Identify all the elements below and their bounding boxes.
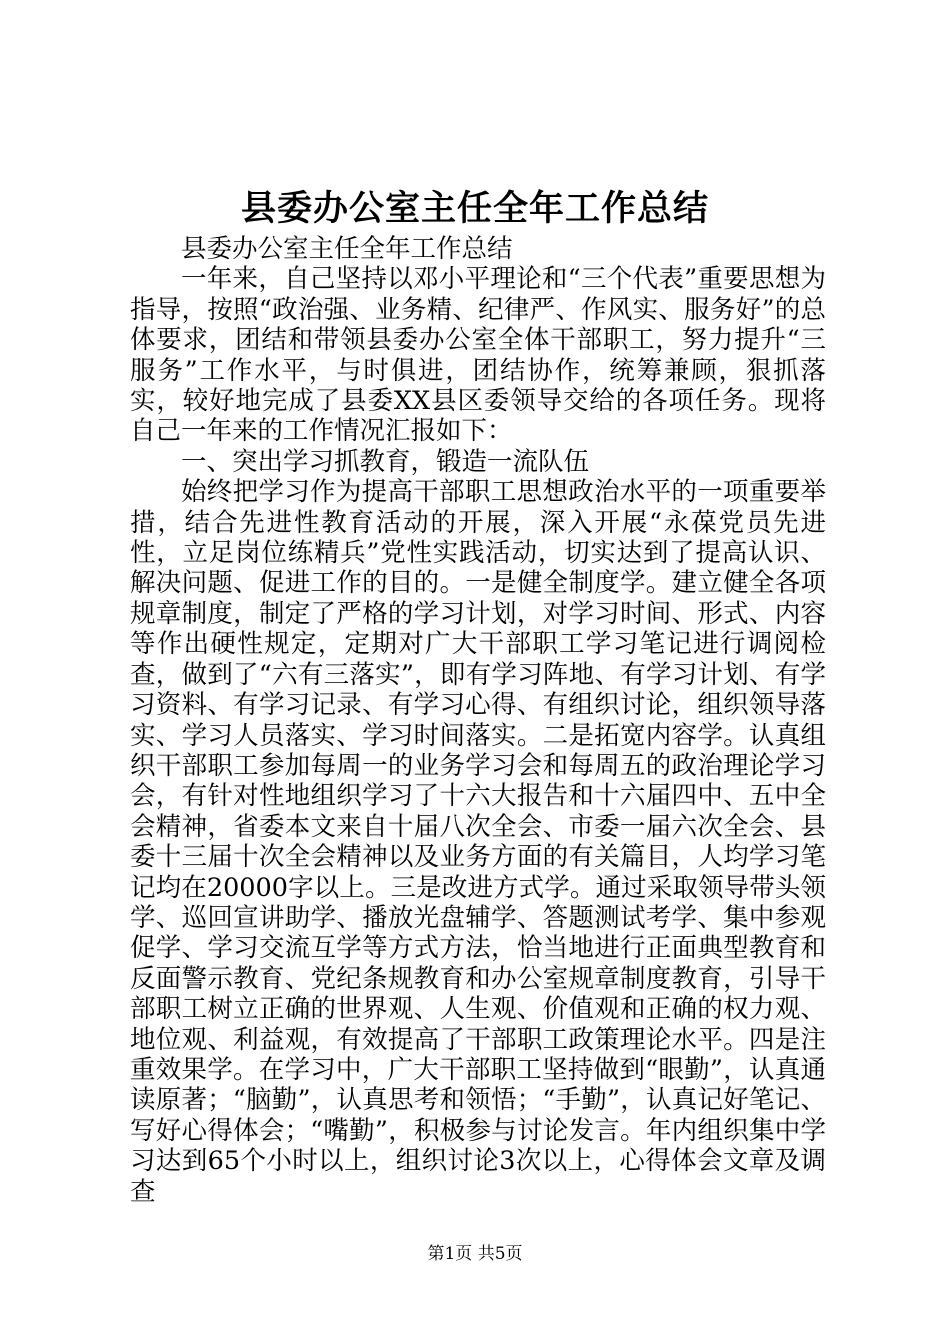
document-body bbox=[130, 234, 826, 1207]
section-heading: 一、突出学习抓教育，锻造一流队伍 bbox=[181, 446, 590, 477]
document-title: 县委办公室主任全年工作总结 bbox=[240, 188, 709, 229]
page-footer: 第1页 共5页 bbox=[427, 1244, 523, 1264]
paragraph-intro: 一年来，自己坚持以邓小平理论和“三个代表”重要思想为指导，按照“政治强、业务精、纪律严、作风实、服务好”的总体要求，团结和带领县委办公室全体干部职工，努力提升“三服务”工作水平，与时俱进，团结协作，统筹兼顾，狠抓落实，较好地完成了县委XX县区委领导交给的各项任务。现将自己一年来的工作情况汇报如下： bbox=[130, 264, 826, 447]
paragraph-subtitle: 县委办公室主任全年工作总结 bbox=[181, 234, 513, 264]
paragraph-study: 始终把学习作为提高干部职工思想政治水平的一项重要举措，结合先进性教育活动的开展，深入开展“永葆党员先进性，立足岗位练精兵”党性实践活动，切实达到了提高认识、解决问题、促进工作的目的。一是健全制度学。建立健全各项规章制度，制定了严格的学习计划，对学习时间、形式、内容等作出硬性规定，定期对广大干部职工学习笔记进行调阅检查，做到了“六有三落实”，即有学习阵地、有学习计划、有学习资料、有学习记录、有学习心得、有组织讨论，组织领导落实、学习人员落实、学习时间落实。二是拓宽内容学。认真组织干部职工参加每周一的业务学习会和每周五的政治理论学习会，有针对性地组织学习了十六大报告和十六届四中、五中全会精神，省委本文来自十届八次全会、市委一届六次全会、县委十三届十次全会精神以及业务方面的有关篇目，人均学习笔记均在20000字以上。三是改进方式学。通过采取领导带头领学、巡回宣讲助学、播放光盘辅学、答题测试考学、集中参观促学、学习交流互学等方式方法，恰当地进行正面典型教育和反面警示教育、党纪条规教育和办公室规章制度教育，引导干部职工树立正确的世界观、人生观、价值观和正确的权力观、地位观、利益观，有效提高了干部职工政策理论水平。四是注重效果学。在学习中，广大干部职工坚持做到“眼勤”，认真通读原著；“脑勤”，认真思考和领悟；“手勤”，认真记好笔记、写好心得体会；“嘴勤”，积极参与讨论发言。年内组织集中学习达到65个小时以上，组织讨论3次以上，心得体会文章及调查 bbox=[130, 477, 826, 1207]
